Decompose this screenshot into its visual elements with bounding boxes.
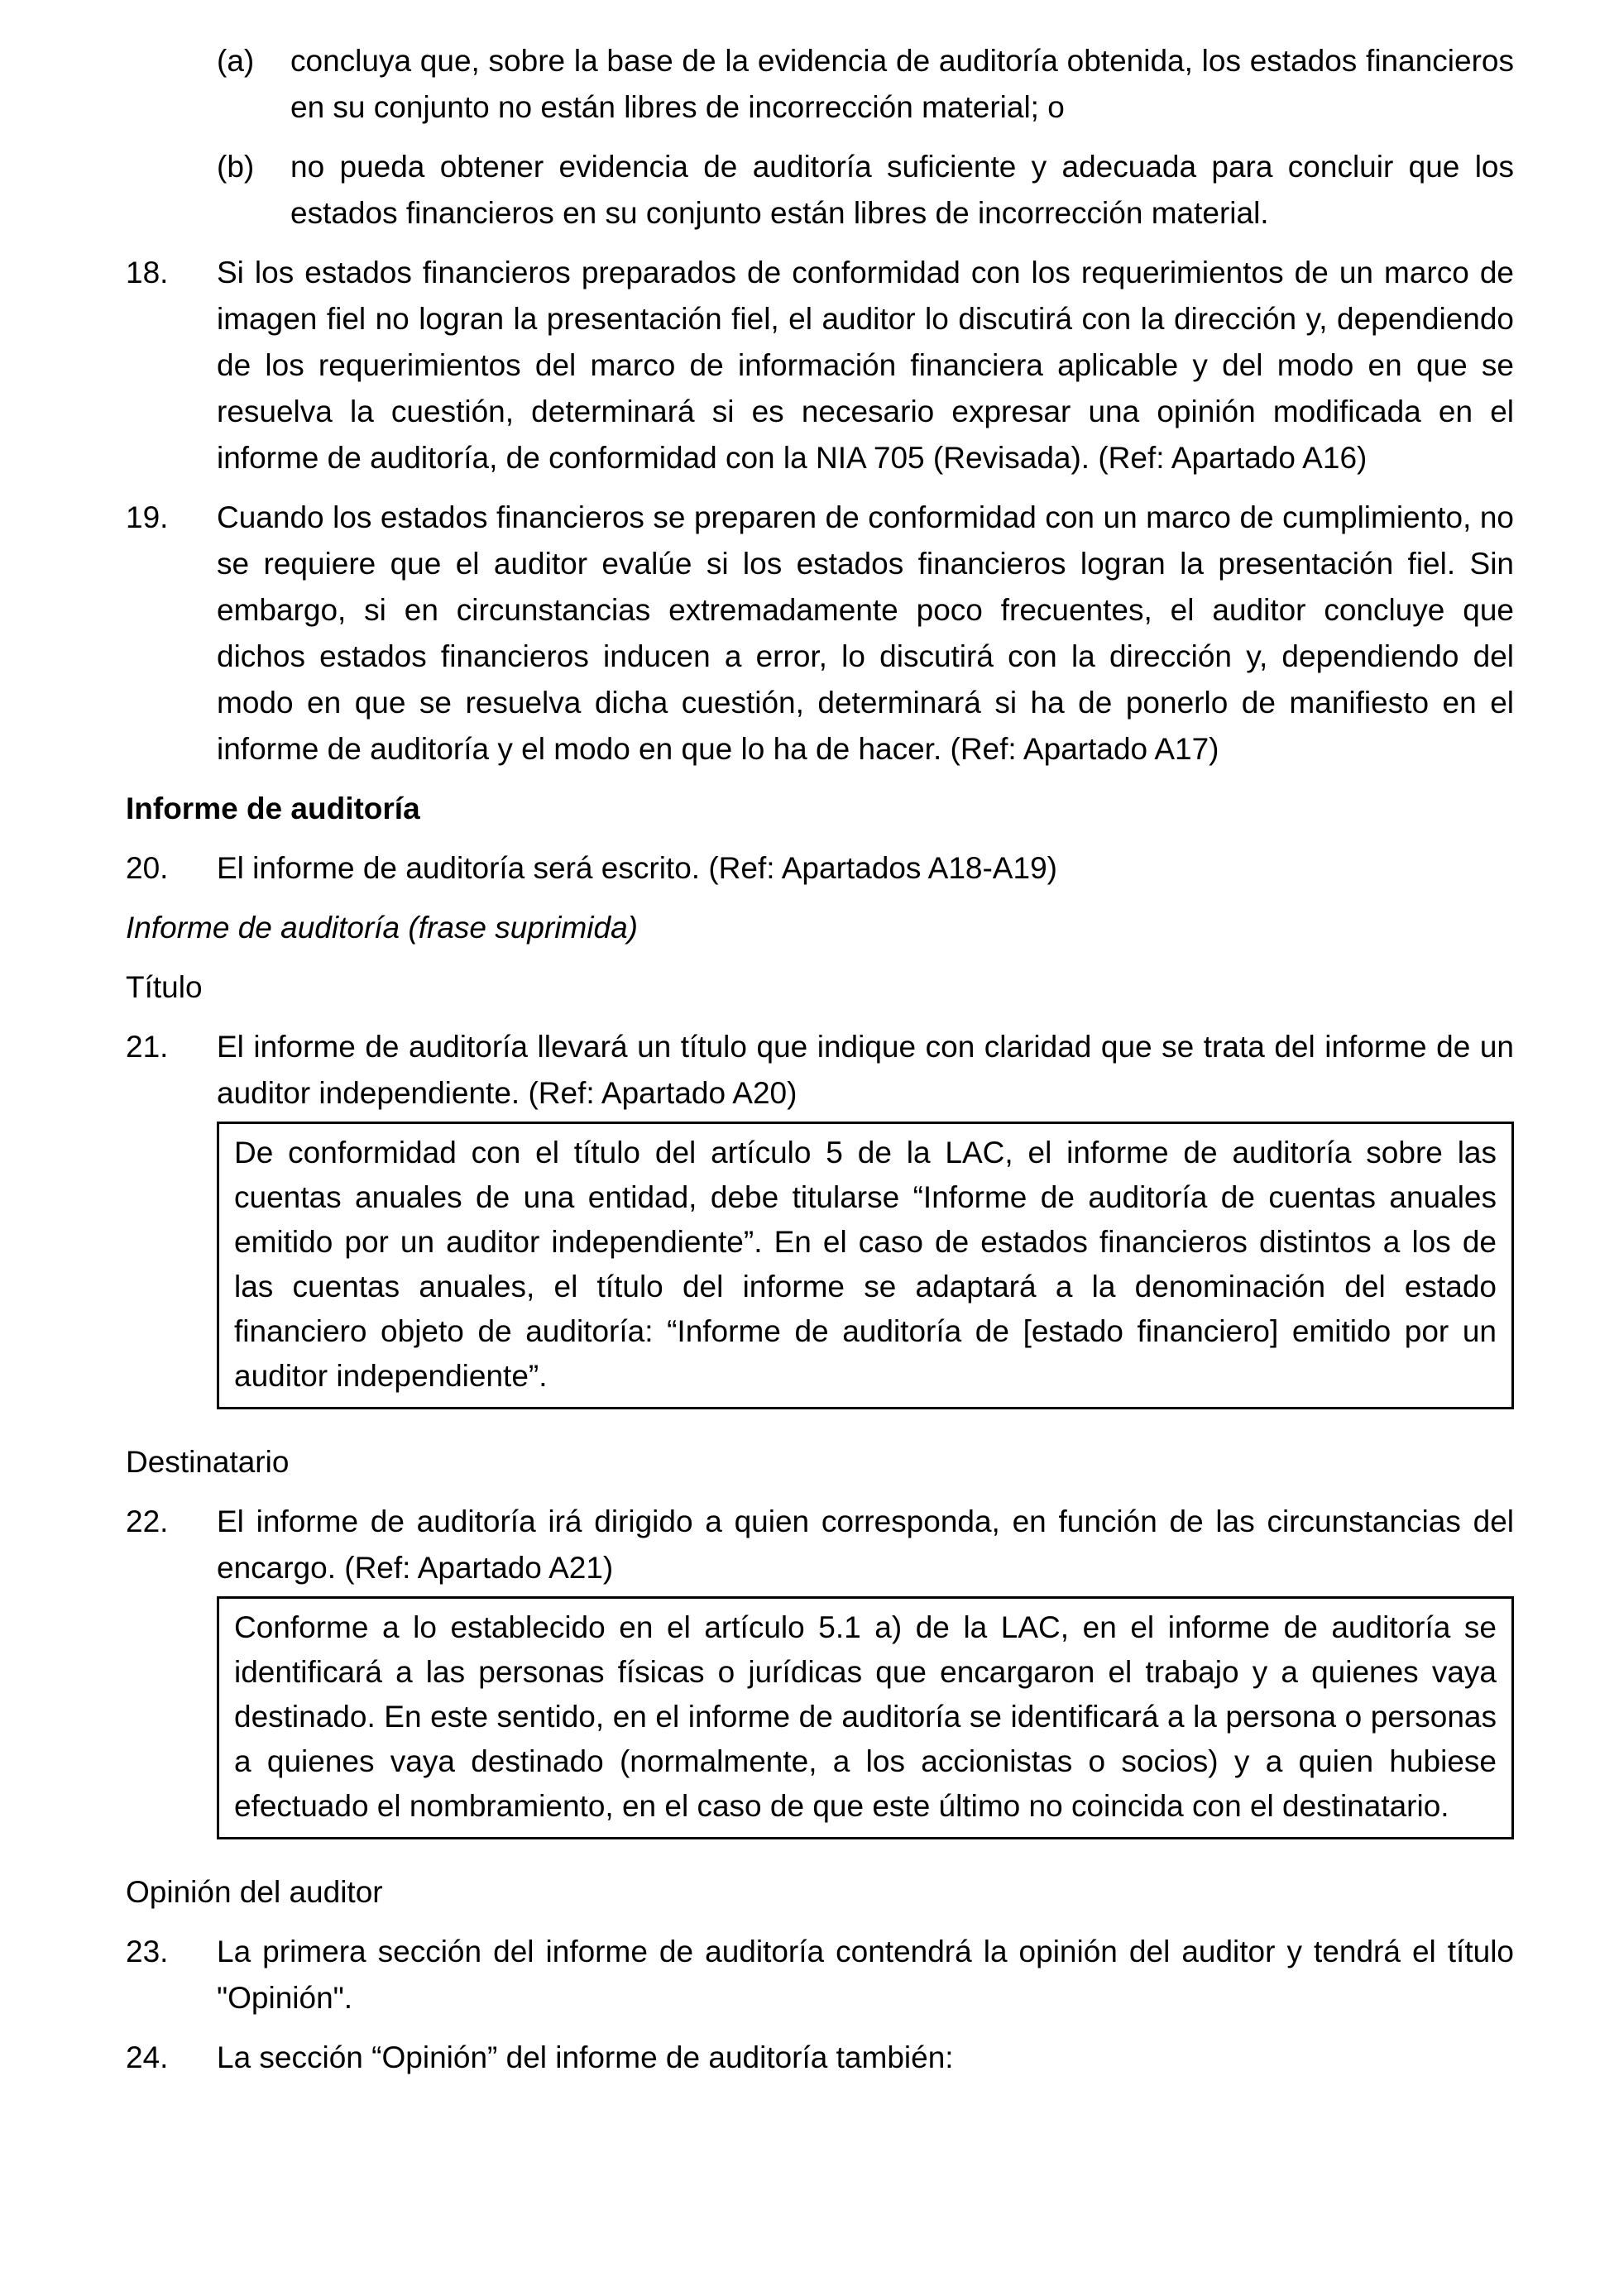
paragraph-20: [126, 845, 1514, 892]
guidance-box-destinatario: [217, 1596, 1514, 1839]
list-item-b-label: (b): [217, 150, 255, 184]
paragraph-22-text: El informe de auditoría irá dirigido a quien corresponda, en función de las circunstancias del encargo. (Ref: Apartado A21): [217, 1504, 1514, 1585]
paragraph-20-number: 20.: [126, 851, 169, 885]
paragraph-24-text: La sección “Opinión” del informe de auditoría también:: [217, 2040, 954, 2074]
subheading-informe-frase-suprimida: Informe de auditoría (frase suprimida): [126, 911, 638, 945]
paragraph-24: [126, 2035, 1514, 2081]
paragraph-18: [126, 250, 1514, 481]
paragraph-19-number: 19.: [126, 500, 169, 534]
subheading-titulo: Título: [126, 970, 203, 1004]
paragraph-23-text: La primera sección del informe de auditoría contendrá la opinión del auditor y tendrá el título "Opinión".: [217, 1935, 1514, 2015]
paragraph-19: [126, 495, 1514, 773]
paragraph-21: [126, 1024, 1514, 1117]
paragraph-21-text: El informe de auditoría llevará un título que indique con claridad que se trata del informe de un auditor independiente. (Ref: Apartado A20): [217, 1030, 1514, 1110]
guidance-box-destinatario-text: Conforme a lo establecido en el artículo 5.1 a) de la LAC, en el informe de auditoría se identificará a las personas físicas o jurídicas que encargaron el trabajo y a quienes vaya destinado. En este sentido, en el informe de auditoría se identificará a la persona o personas a quienes vaya destinado (normalmente, a los accionistas o socios) y a quien hubiese efectuado el nombramiento, en el caso de que este último no coincida con el destinatario.: [234, 1610, 1497, 1823]
paragraph-21-number: 21.: [126, 1030, 169, 1064]
guidance-box-titulo: [217, 1122, 1514, 1409]
list-item-a-label: (a): [217, 44, 255, 78]
paragraph-20-text: El informe de auditoría será escrito. (Ref: Apartados A18-A19): [217, 851, 1057, 885]
paragraph-18-text: Si los estados financieros preparados de conformidad con los requerimientos de un marco de imagen fiel no logran la presentación fiel, el auditor lo discutirá con la dirección y, dependiendo de los requerimientos del marco de información financiera aplicable y del modo en que se resuelva la cuestión, determinará si es necesario expresar una opinión modificada en el informe de auditoría, de conformidad con la NIA 705 (Revisada). (Ref: Apartado A16): [217, 256, 1514, 475]
subheading-opinion-del-auditor: Opinión del auditor: [126, 1875, 383, 1909]
paragraph-24-number: 24.: [126, 2040, 169, 2074]
paragraph-22-number: 22.: [126, 1504, 169, 1538]
guidance-box-titulo-text: De conformidad con el título del artículo 5 de la LAC, el informe de auditoría sobre las cuentas anuales de una entidad, debe titularse “Informe de auditoría de cuentas anuales emitido por un auditor independiente”. En el caso de estados financieros distintos a los de las cuentas anuales, el título del informe se adaptará a la denominación del estado financiero objeto de auditoría: “Informe de auditoría de [estado financiero] emitido por un auditor independiente”.: [234, 1136, 1497, 1393]
list-item-b: [217, 144, 1514, 237]
subheading-destinatario: Destinatario: [126, 1445, 290, 1479]
paragraph-19-text: Cuando los estados financieros se preparen de conformidad con un marco de cumplimiento, no se requiere que el auditor evalúe si los estados financieros logran la presentación fiel. Sin embargo, si en circunstancias extremadamente poco frecuentes, el auditor concluye que dichos estados financieros inducen a error, lo discutirá con la dirección y, dependiendo del modo en que se resuelva dicha cuestión, determinará si ha de ponerlo de manifiesto en el informe de auditoría y el modo en que lo ha de hacer. (Ref: Apartado A17): [217, 500, 1514, 766]
paragraph-23-number: 23.: [126, 1935, 169, 1968]
paragraph-23: [126, 1929, 1514, 2021]
list-item-a-text: concluya que, sobre la base de la evidencia de auditoría obtenida, los estados financieros en su conjunto no están libres de incorrección material; o: [290, 44, 1514, 124]
list-item-b-text: no pueda obtener evidencia de auditoría suficiente y adecuada para concluir que los estados financieros en su conjunto están libres de incorrección material.: [290, 150, 1514, 230]
list-item-a: [217, 38, 1514, 131]
paragraph-18-number: 18.: [126, 256, 169, 289]
paragraph-22: [126, 1499, 1514, 1591]
section-heading-informe-de-auditoria: Informe de auditoría: [126, 792, 420, 825]
